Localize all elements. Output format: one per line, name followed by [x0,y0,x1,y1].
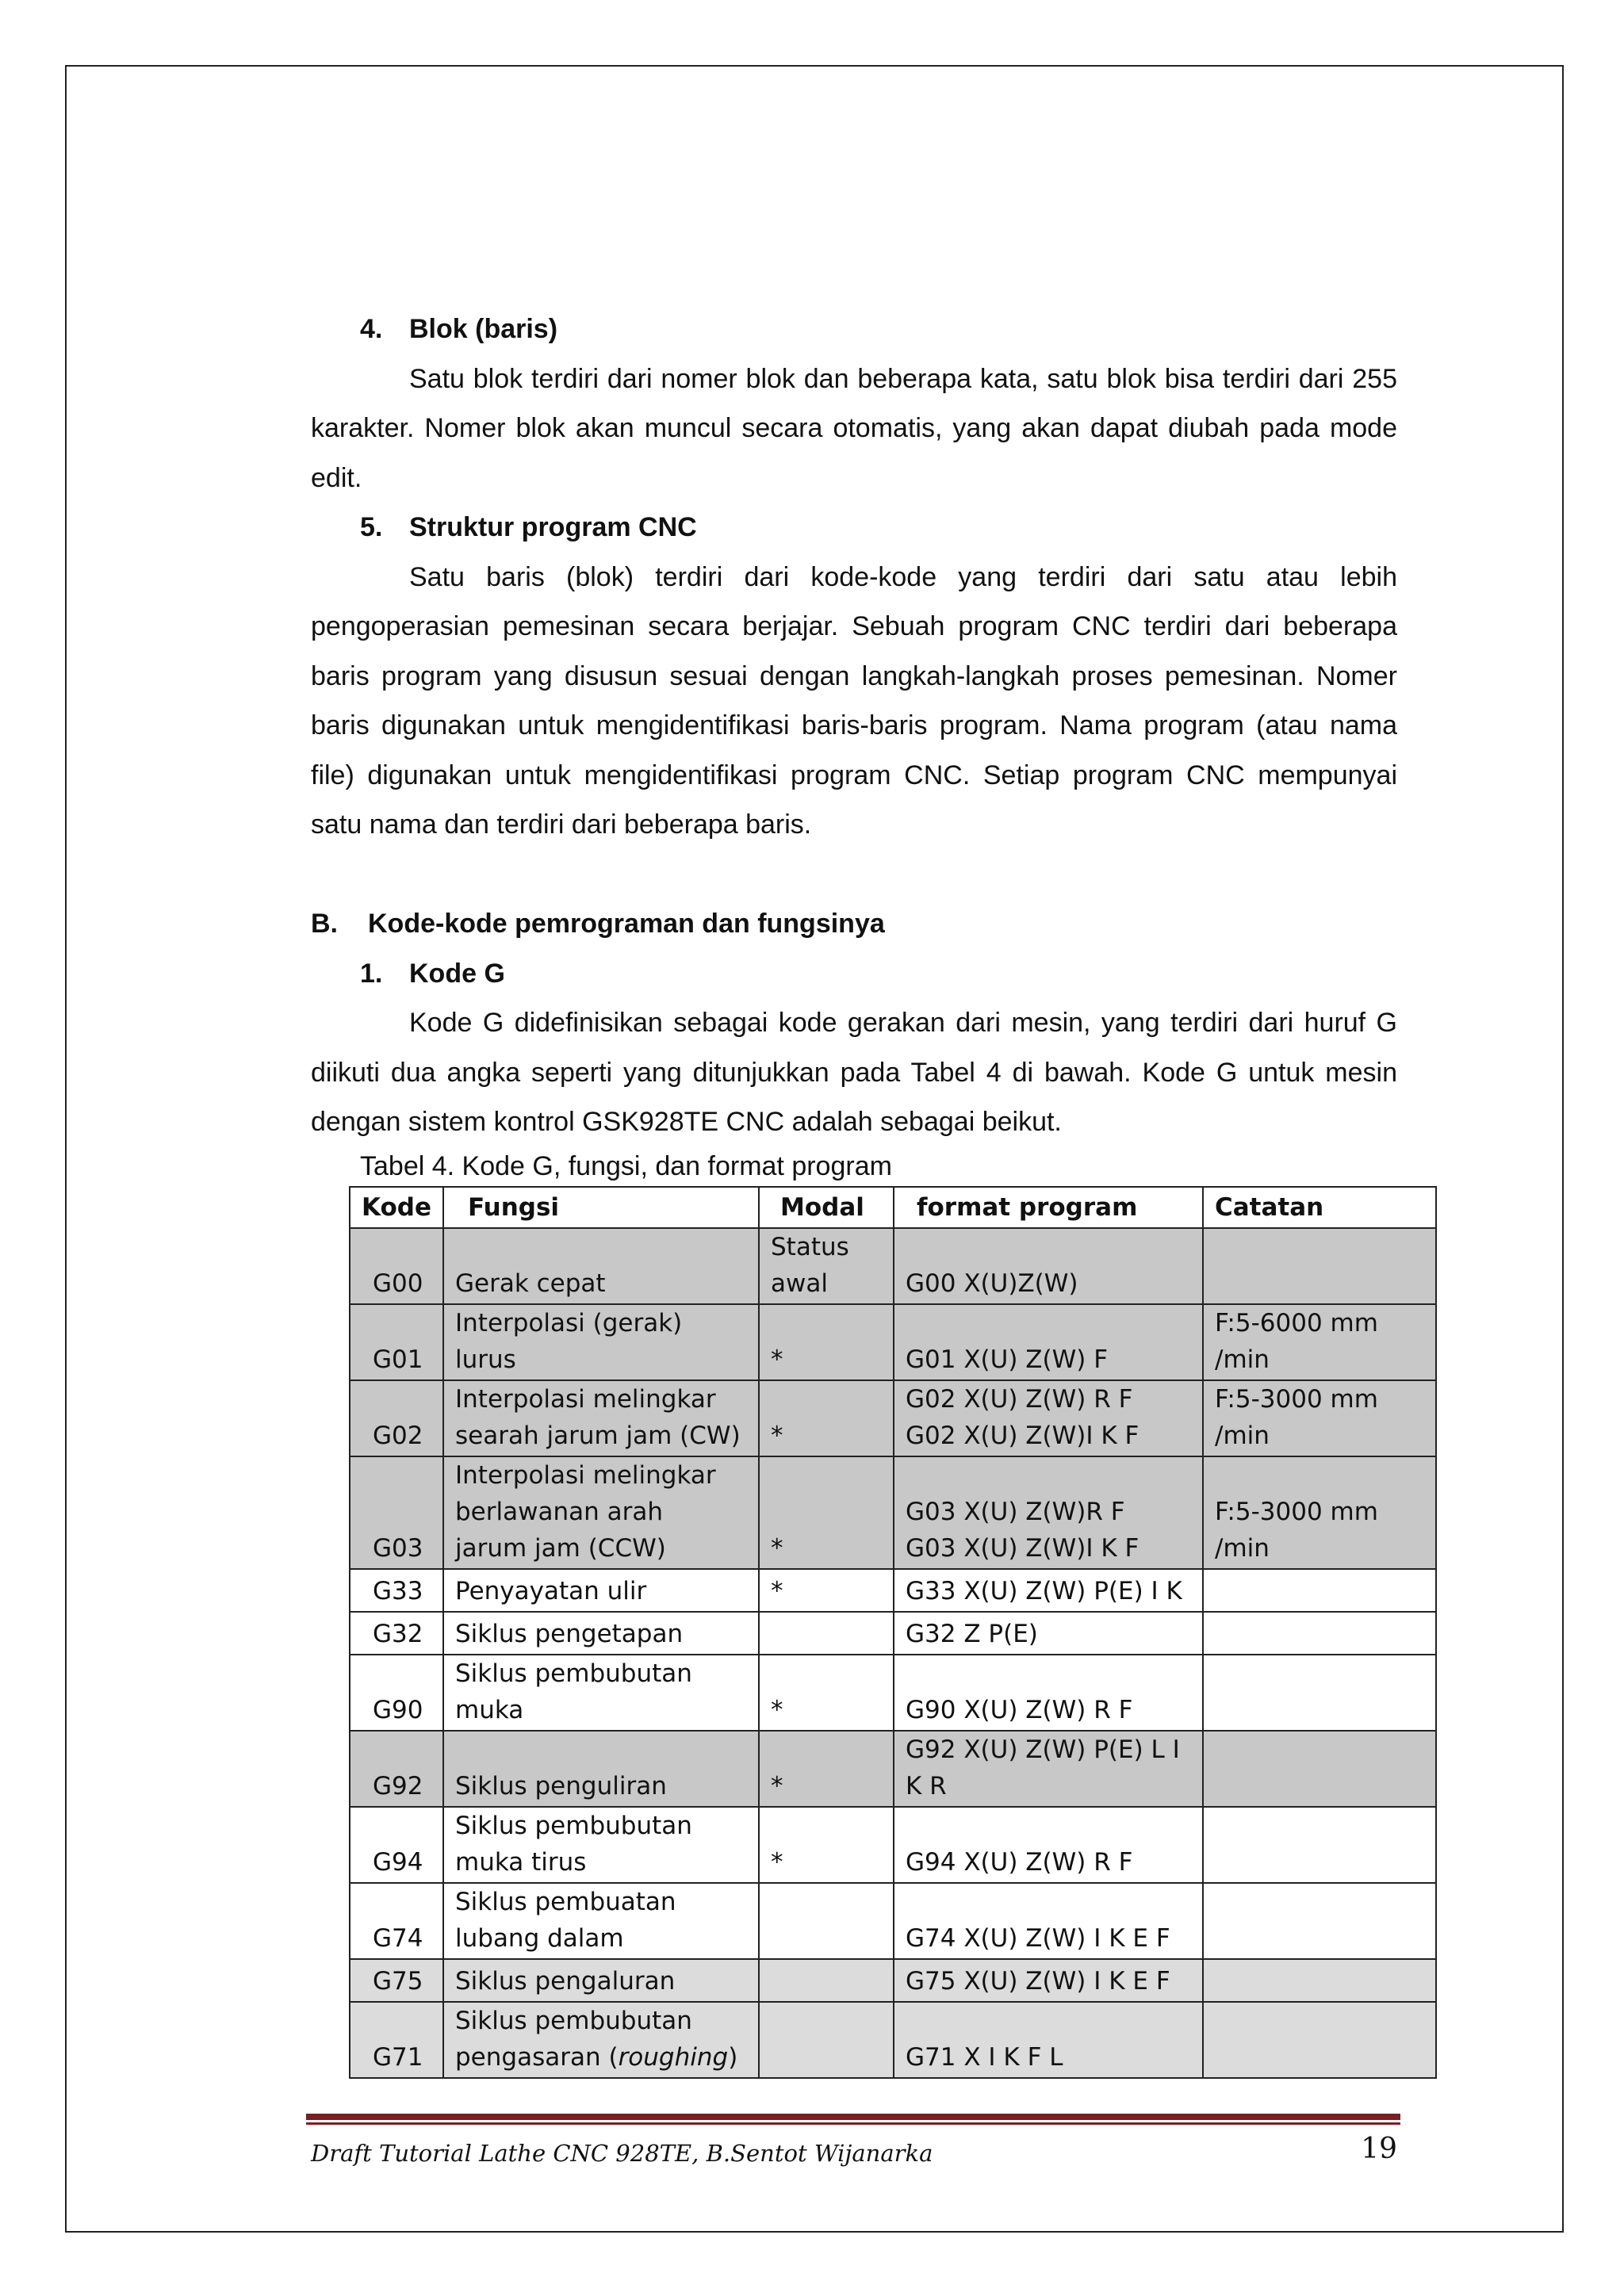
cell-catatan: F:5-6000 mm /min [1203,1304,1436,1380]
section-5-number: 5. [360,512,383,542]
cell-fungsi: Siklus pembubutan muka [443,1655,759,1731]
cell-kode: G32 [350,1612,443,1655]
cell-modal: * [759,1456,894,1569]
cell-kode: G01 [350,1304,443,1380]
table-row [350,1807,1436,1883]
cell-modal [759,1612,894,1655]
subsection-1-body: Kode G didefinisikan sebagai kode gerakan dari mesin, yang terdiri dari huruf G diikuti dua angka seperti yang ditunjukkan pada Tabel 4 di bawah. Kode G untuk mesin dengan sistem kontrol GSK928TE CNC adalah sebagai beikut. [311,1008,1397,1137]
section-5-body: Satu baris (blok) terdiri dari kode-kode yang terdiri dari satu atau lebih pengoperasian pemesinan secara berjajar. Sebuah program CNC terdiri dari beberapa baris program yang disusun sesuai dengan langkah-langkah proses pemesinan. Nomer baris digunakan untuk mengidentifikasi baris-baris program. Nama program (atau nama file) digunakan untuk mengidentifikasi program CNC. Setiap program CNC mempunyai satu nama dan terdiri dari beberapa baris. [311,561,1397,840]
table-row [350,1959,1436,2002]
section-4-number: 4. [360,314,383,344]
cell-format: G33 X(U) Z(W) P(E) I K [894,1569,1203,1612]
subsection-1-heading [311,949,1397,999]
cell-catatan [1203,1569,1436,1612]
page-number: 19 [1361,2133,1397,2165]
section-b-title: Kode-kode pemrograman dan fungsinya [368,909,885,939]
cell-modal [759,1959,894,2002]
table-row [350,1380,1436,1456]
cell-format: G00 X(U)Z(W) [894,1228,1203,1304]
section-4 [311,304,1397,503]
cell-fungsi: Penyayatan ulir [443,1569,759,1612]
cell-fungsi-italic: roughing [618,2043,729,2072]
cell-catatan [1203,1959,1436,2002]
table-row [350,1655,1436,1731]
cell-kode: G02 [350,1380,443,1456]
header-format: format program [894,1187,1203,1228]
header-kode: Kode [350,1187,443,1228]
cell-kode: G94 [350,1807,443,1883]
cell-fungsi-line2-post: ) [728,2043,738,2072]
cell-kode: G71 [350,2002,443,2078]
header-modal: Modal [759,1187,894,1228]
cell-kode: G92 [350,1731,443,1807]
cell-catatan [1203,1807,1436,1883]
cell-fungsi: Interpolasi melingkar berlawanan arah jarum jam (CCW) [443,1456,759,1569]
cell-fungsi: Siklus pembubutan muka tirus [443,1807,759,1883]
table-row [350,1612,1436,1655]
cell-modal [759,2002,894,2078]
cell-kode: G75 [350,1959,443,2002]
cell-fungsi [443,2002,759,2078]
cell-fungsi: Interpolasi (gerak) lurus [443,1304,759,1380]
cell-modal: * [759,1304,894,1380]
cell-catatan: F:5-3000 mm /min [1203,1380,1436,1456]
footer-text: Draft Tutorial Lathe CNC 928TE, B.Sentot Wijanarka [311,2140,933,2167]
table-row [350,1731,1436,1807]
cell-fungsi-line2-pre: pengasaran ( [455,2043,619,2072]
cell-modal: * [759,1731,894,1807]
cell-kode: G33 [350,1569,443,1612]
cell-modal: Status awal [759,1228,894,1304]
table-caption: Tabel 4. Kode G, fungsi, dan format program [360,1151,892,1181]
cell-modal [759,1883,894,1959]
section-b-number: B. [311,909,338,939]
cell-kode: G00 [350,1228,443,1304]
cell-catatan [1203,1883,1436,1959]
cell-fungsi: Siklus pengaluran [443,1959,759,2002]
cell-format: G32 Z P(E) [894,1612,1203,1655]
table-header-row [350,1187,1436,1228]
subsection-1-number: 1. [360,958,383,989]
cell-format: G74 X(U) Z(W) I K E F [894,1883,1203,1959]
section-b [311,899,1397,1147]
section-5-title: Struktur program CNC [409,512,697,542]
cell-catatan [1203,1228,1436,1304]
cell-kode: G03 [350,1456,443,1569]
section-5-heading [311,503,1397,553]
table-row [350,1228,1436,1304]
table-row [350,1883,1436,1959]
cell-catatan [1203,1731,1436,1807]
cell-format: G94 X(U) Z(W) R F [894,1807,1203,1883]
cell-fungsi: Siklus pengetapan [443,1612,759,1655]
section-4-body: Satu blok terdiri dari nomer blok dan beberapa kata, satu blok bisa terdiri dari 255 karakter. Nomer blok akan muncul secara otomatis, yang akan dapat diubah pada mode edit. [311,363,1397,493]
table-row [350,1456,1436,1569]
cell-catatan [1203,2002,1436,2078]
cell-fungsi: Gerak cepat [443,1228,759,1304]
cell-format: G90 X(U) Z(W) R F [894,1655,1203,1731]
cell-fungsi: Siklus pembuatan lubang dalam [443,1883,759,1959]
footer-divider-thin [306,2122,1400,2125]
table-row [350,1304,1436,1380]
cell-catatan [1203,1655,1436,1731]
cell-format: G75 X(U) Z(W) I K E F [894,1959,1203,2002]
cell-catatan: F:5-3000 mm /min [1203,1456,1436,1569]
section-b-heading [311,899,1397,949]
cell-format: G02 X(U) Z(W) R F G02 X(U) Z(W)I K F [894,1380,1203,1456]
header-catatan: Catatan [1203,1187,1436,1228]
cell-format: G71 X I K F L [894,2002,1203,2078]
cell-catatan [1203,1612,1436,1655]
footer-divider-thick [306,2114,1400,2120]
cell-fungsi-line1: Siklus pembubutan [455,2007,692,2035]
section-5 [311,503,1397,850]
g-code-table [349,1186,1437,2079]
cell-format: G01 X(U) Z(W) F [894,1304,1203,1380]
cell-modal: * [759,1380,894,1456]
cell-fungsi: Interpolasi melingkar searah jarum jam (CW) [443,1380,759,1456]
cell-modal: * [759,1569,894,1612]
section-4-heading [311,304,1397,354]
subsection-1-title: Kode G [409,958,505,989]
cell-fungsi: Siklus penguliran [443,1731,759,1807]
table-row [350,2002,1436,2078]
cell-format: G03 X(U) Z(W)R F G03 X(U) Z(W)I K F [894,1456,1203,1569]
header-fungsi: Fungsi [443,1187,759,1228]
cell-modal: * [759,1655,894,1731]
table-row [350,1569,1436,1612]
cell-format: G92 X(U) Z(W) P(E) L I K R [894,1731,1203,1807]
cell-kode: G74 [350,1883,443,1959]
cell-modal: * [759,1807,894,1883]
section-4-title: Blok (baris) [409,314,558,344]
cell-kode: G90 [350,1655,443,1731]
